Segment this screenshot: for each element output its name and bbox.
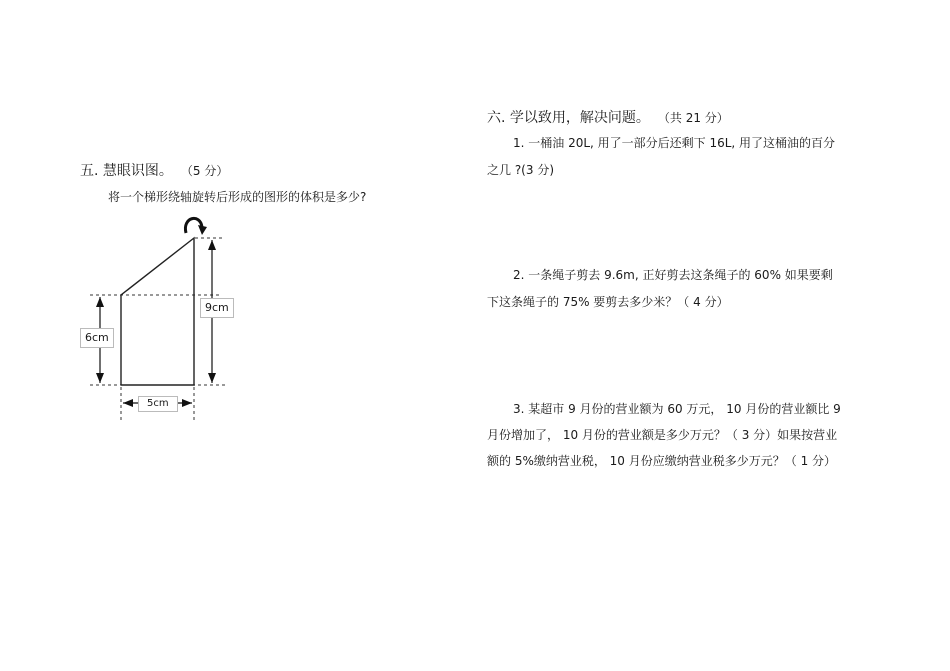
rotation-arrow-head [198, 225, 207, 235]
width-dimension-arrow-right [182, 399, 192, 407]
left-dimension-arrow-top [96, 297, 104, 307]
q3-line1: 3. 某超市 9 月份的营业额为 60 万元， 10 月份的营业额比 9 [513, 402, 841, 416]
width-dimension-arrow-left [123, 399, 133, 407]
right-dimension-arrow-top [208, 240, 216, 250]
q1-line1: 1. 一桶油 20L, 用了一部分后还剩下 16L, 用了这桶油的百分 [513, 136, 836, 150]
section-6-heading: 六. 学以致用，解决问题。 [487, 110, 650, 126]
width-label: 5cm [138, 396, 178, 412]
section-5-question: 将一个梯形绕轴旋转后形成的图形的体积是多少? [108, 190, 367, 204]
left-dimension-arrow-bottom [96, 373, 104, 383]
trapezoid-diagram [70, 215, 270, 425]
q1-line2: 之几 ?(3 分) [487, 163, 554, 177]
right-dimension-arrow-bottom [208, 373, 216, 383]
section-5-heading: 五. 慧眼识图。 [80, 163, 173, 179]
section-6-score: （共 21 分） [663, 111, 729, 125]
section-5-title [80, 160, 228, 180]
section-5-score: （5 分） [186, 164, 229, 178]
height-right-label: 9cm [200, 298, 234, 318]
q2-line1: 2. 一条绳子剪去 9.6m, 正好剪去这条绳子的 60% 如果要剩 [513, 268, 833, 282]
trapezoid-figure [70, 215, 270, 425]
q3-line2: 月份增加了， 10 月份的营业额是多少万元？（ 3 分）如果按营业 [487, 428, 838, 442]
height-left-label: 6cm [80, 328, 114, 348]
q2-line2: 下这条绳子的 75% 要剪去多少米？（ 4 分） [487, 295, 729, 309]
q3-line3: 额的 5%缴纳营业税， 10 月份应缴纳营业税多少万元？（ 1 分） [487, 454, 837, 468]
trapezoid-shape [121, 238, 194, 385]
section-6-title [487, 107, 729, 127]
